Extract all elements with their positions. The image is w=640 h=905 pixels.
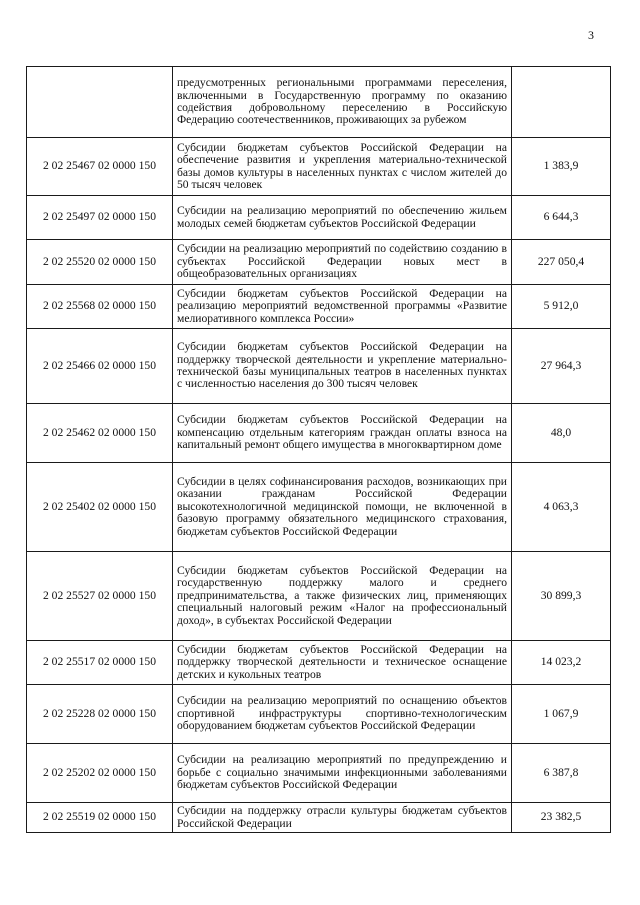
table-row	[27, 552, 611, 641]
table-row	[27, 744, 611, 803]
table-row	[27, 404, 611, 463]
budget-code: 2 02 25497 02 0000 150	[27, 196, 173, 240]
subsidy-description: Субсидии бюджетам субъектов Российской Федерации на реализацию мероприятий ведомственной программы «Развитие мелиоративного комплекса России»	[173, 285, 512, 329]
amount: 23 382,5	[512, 803, 611, 833]
budget-code	[27, 67, 173, 138]
table-row	[27, 240, 611, 285]
amount	[512, 67, 611, 138]
amount: 1 067,9	[512, 685, 611, 744]
amount: 27 964,3	[512, 329, 611, 404]
table-row	[27, 641, 611, 685]
subsidy-description: Субсидии на реализацию мероприятий по содействию созданию в субъектах Российской Федерации новых мест в общеобразовательных организациях	[173, 240, 512, 285]
amount: 30 899,3	[512, 552, 611, 641]
amount: 227 050,4	[512, 240, 611, 285]
budget-code: 2 02 25517 02 0000 150	[27, 641, 173, 685]
budget-code: 2 02 25402 02 0000 150	[27, 463, 173, 552]
table-row	[27, 685, 611, 744]
budget-code: 2 02 25466 02 0000 150	[27, 329, 173, 404]
page-number: 3	[588, 28, 594, 42]
subsidy-description: Субсидии на реализацию мероприятий по оснащению объектов спортивной инфраструктуры спортивно-технологическим оборудованием бюджетам субъектов Российской Федерации	[173, 685, 512, 744]
budget-code: 2 02 25467 02 0000 150	[27, 138, 173, 196]
budget-code: 2 02 25202 02 0000 150	[27, 744, 173, 803]
amount: 6 387,8	[512, 744, 611, 803]
subsidy-description: Субсидии на поддержку отрасли культуры бюджетам субъектов Российской Федерации	[173, 803, 512, 833]
subsidy-description: Субсидии на реализацию мероприятий по предупреждению и борьбе с социально значимыми инфекционными заболеваниями бюджетам субъектов Российской Федерации	[173, 744, 512, 803]
budget-code: 2 02 25462 02 0000 150	[27, 404, 173, 463]
table-row	[27, 67, 611, 138]
table-row	[27, 803, 611, 833]
budget-code: 2 02 25520 02 0000 150	[27, 240, 173, 285]
subsidy-description: Субсидии бюджетам субъектов Российской Федерации на обеспечение развития и укрепления материально-технической базы домов культуры в населенных пунктах с числом жителей до 50 тысяч человек	[173, 138, 512, 196]
amount: 5 912,0	[512, 285, 611, 329]
table-row	[27, 329, 611, 404]
table-row	[27, 138, 611, 196]
budget-code: 2 02 25527 02 0000 150	[27, 552, 173, 641]
amount: 6 644,3	[512, 196, 611, 240]
budget-code: 2 02 25519 02 0000 150	[27, 803, 173, 833]
subsidy-description: Субсидии в целях софинансирования расходов, возникающих при оказании гражданам Российской Федерации высокотехнологичной медицинской помощи, не включенной в базовую программу обязательного медицинского страхования, бюджетам субъектов Российской Федерации	[173, 463, 512, 552]
amount: 1 383,9	[512, 138, 611, 196]
table-row	[27, 285, 611, 329]
amount: 48,0	[512, 404, 611, 463]
amount: 4 063,3	[512, 463, 611, 552]
budget-code: 2 02 25228 02 0000 150	[27, 685, 173, 744]
subsidy-description: Субсидии на реализацию мероприятий по обеспечению жильем молодых семей бюджетам субъектов Российской Федерации	[173, 196, 512, 240]
subsidy-description: предусмотренных региональными программами переселения, включенными в Государственную программу по оказанию содействия добровольному переселению в Российскую Федерацию соотечественников, проживающих за рубежом	[173, 67, 512, 138]
subsidy-description: Субсидии бюджетам субъектов Российской Федерации на государственную поддержку малого и среднего предпринимательства, а также физических лиц, применяющих специальный налоговый режим «Налог на профессиональный доход», в субъектах Российской Федерации	[173, 552, 512, 641]
subsidy-description: Субсидии бюджетам субъектов Российской Федерации на поддержку творческой деятельности и укрепление материально-технической базы муниципальных театров в населенных пунктах с численностью населения до 300 тысяч человек	[173, 329, 512, 404]
budget-table	[26, 66, 611, 833]
subsidy-description: Субсидии бюджетам субъектов Российской Федерации на компенсацию отдельным категориям граждан оплаты взноса на капитальный ремонт общего имущества в многоквартирном доме	[173, 404, 512, 463]
amount: 14 023,2	[512, 641, 611, 685]
table-row	[27, 196, 611, 240]
budget-code: 2 02 25568 02 0000 150	[27, 285, 173, 329]
table-row	[27, 463, 611, 552]
subsidy-description: Субсидии бюджетам субъектов Российской Федерации на поддержку творческой деятельности и техническое оснащение детских и кукольных театров	[173, 641, 512, 685]
